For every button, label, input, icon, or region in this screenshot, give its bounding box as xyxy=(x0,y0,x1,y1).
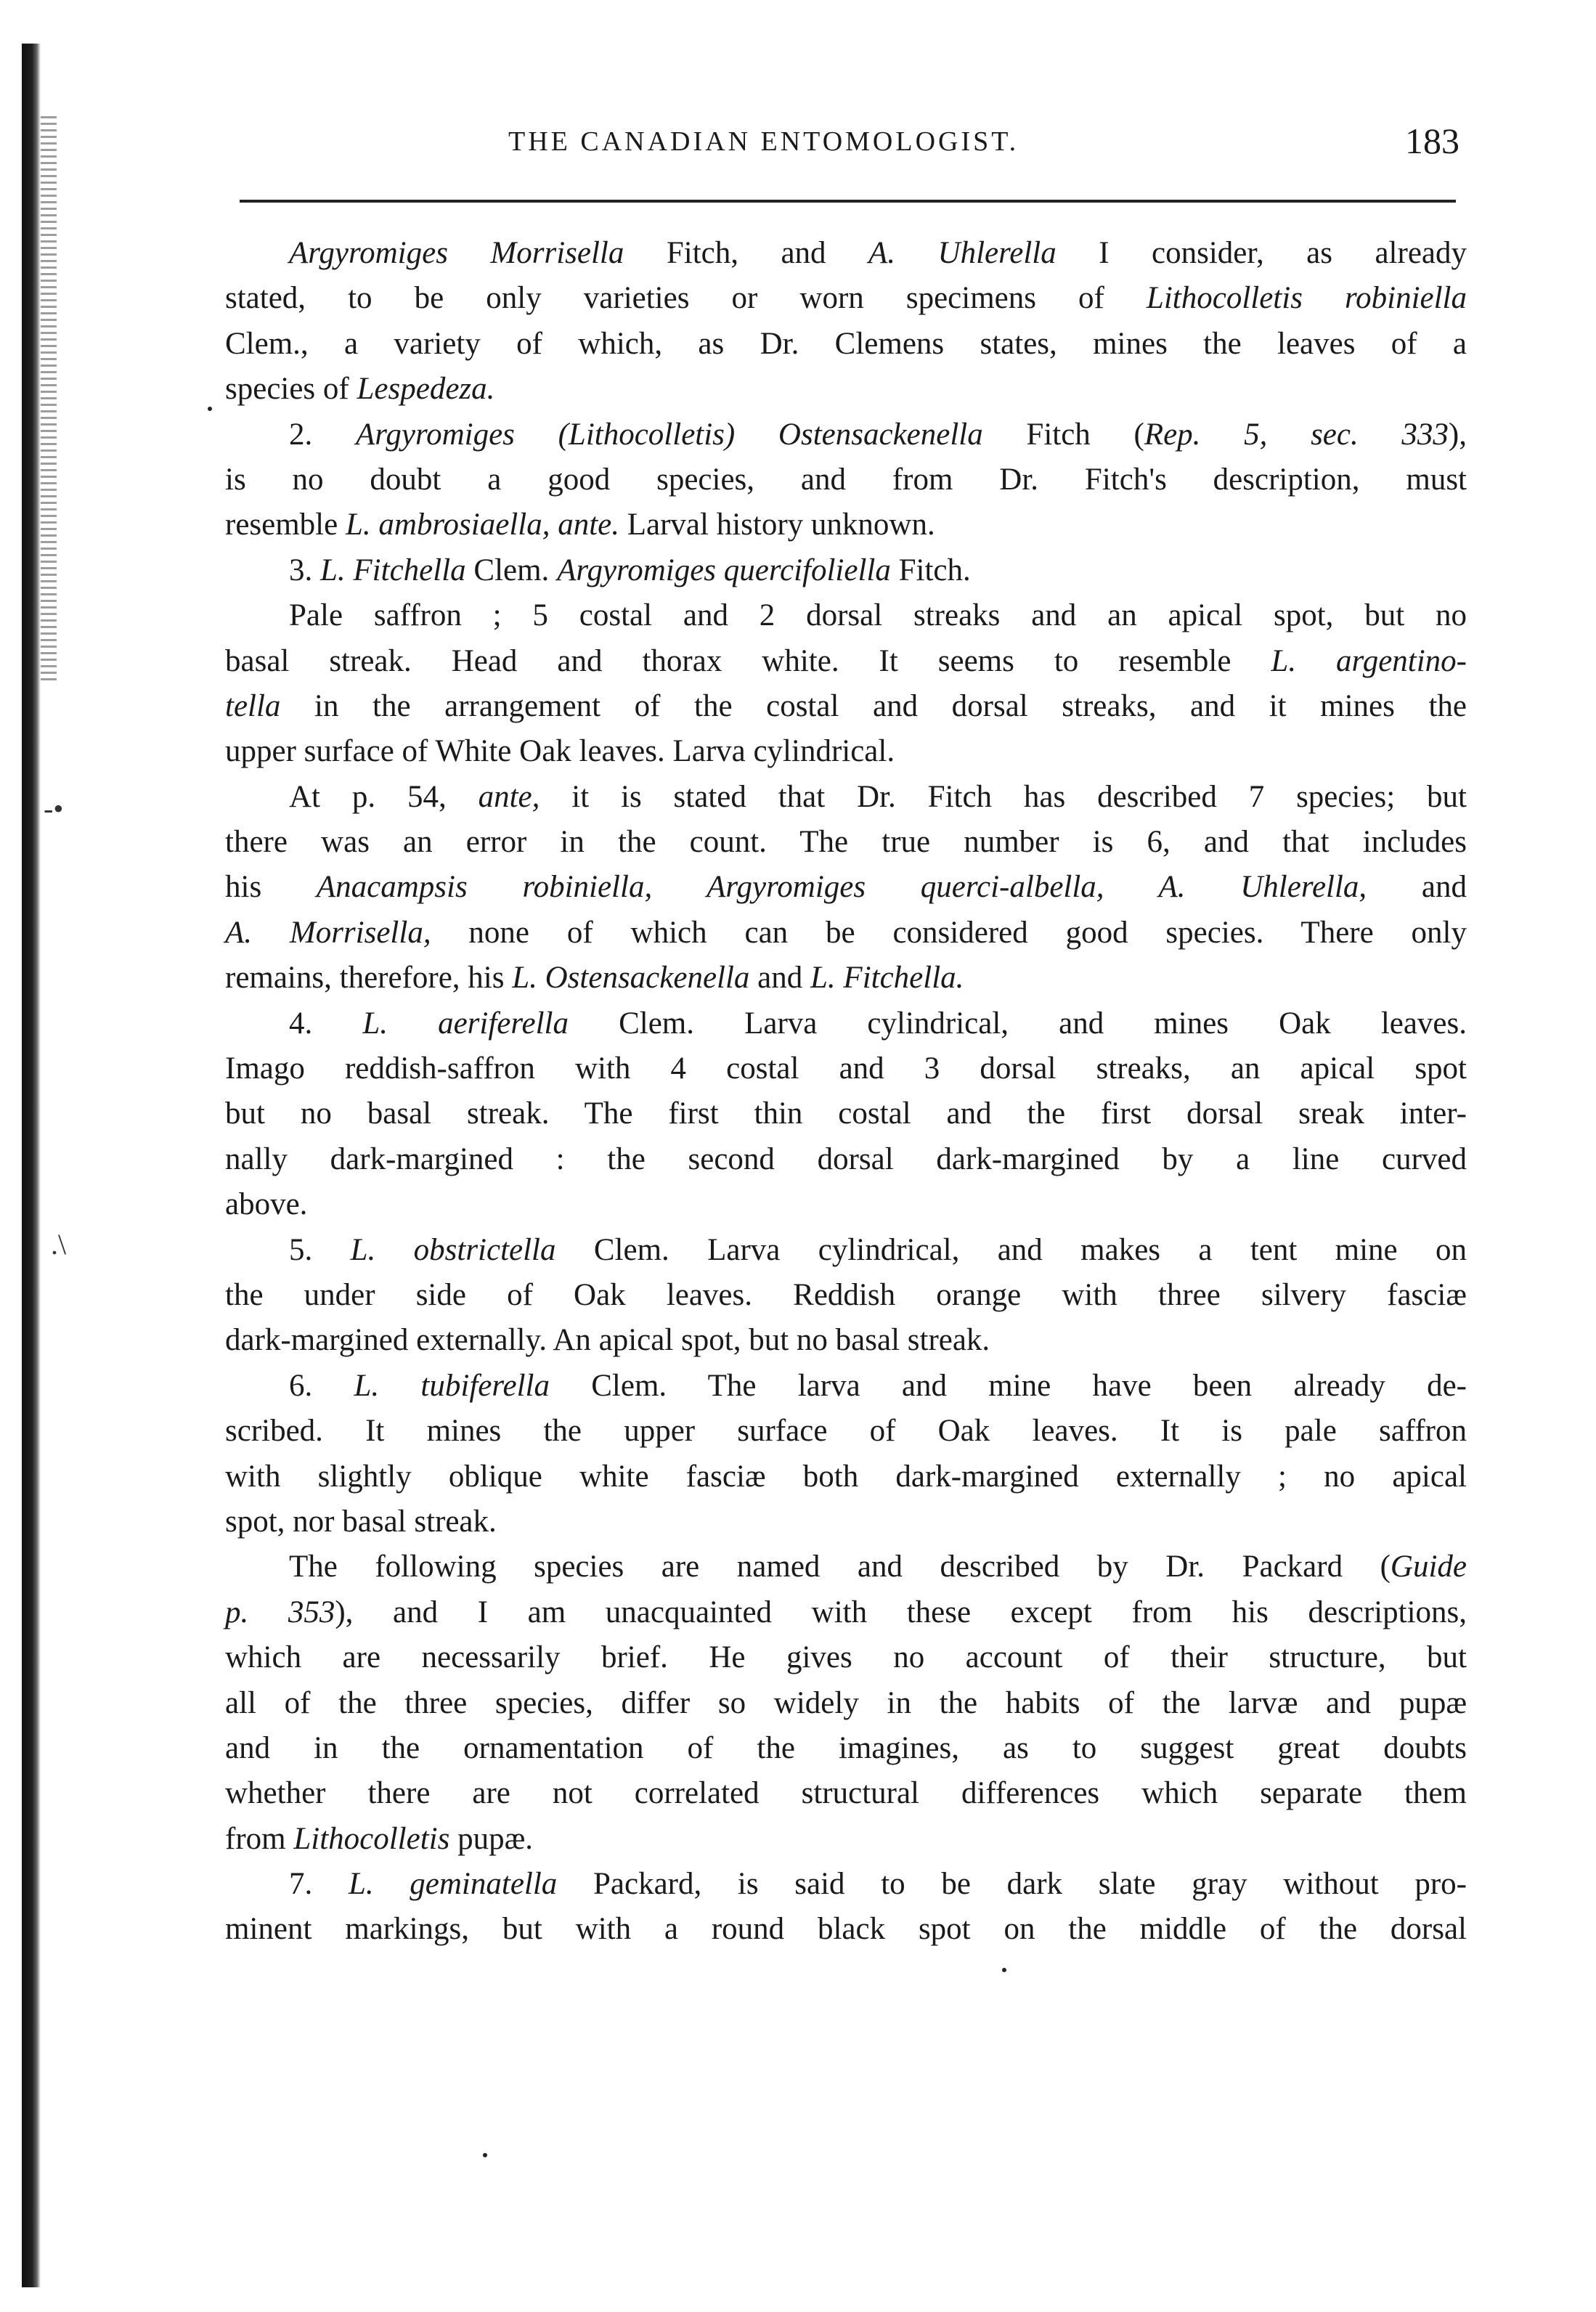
text-line xyxy=(225,548,1467,593)
text-segment: from xyxy=(225,1821,294,1856)
species-name: Argyromiges (Lithocolletis) Ostensackenella xyxy=(355,417,983,452)
text-segment: Fitch ( xyxy=(982,417,1144,452)
text-line xyxy=(225,1364,1467,1409)
text-segment: there was an error in the count. The true number is 6, and that includes xyxy=(225,825,1467,860)
text-segment: resemble xyxy=(225,508,346,542)
species-name: A. Uhlerella xyxy=(868,236,1056,270)
text-segment: Clem. xyxy=(465,553,558,587)
text-segment: species of xyxy=(225,372,357,407)
text-line xyxy=(225,412,1467,457)
species-name: Argyromiges quercifoliella xyxy=(557,553,891,587)
text-line xyxy=(225,956,1467,1001)
text-segment: Fitch, and xyxy=(624,236,869,270)
text-segment: Clem. The larva and mine have been already de- xyxy=(549,1368,1467,1403)
text-segment: Clem. Larva cylindrical, and mines Oak leaves. xyxy=(569,1006,1467,1041)
text-line xyxy=(225,911,1467,956)
text-segment: dark-margined externally. An apical spot, but no basal streak. xyxy=(225,1323,990,1358)
species-name: Anacampsis robiniella, Argyromiges querci-albella, A. Uhlerella, xyxy=(316,870,1367,905)
text-segment: which are necessarily brief. He gives no account of their structure, but xyxy=(225,1640,1467,1675)
text-segment: 2. xyxy=(289,417,356,452)
text-line xyxy=(225,502,1467,548)
body-text xyxy=(225,231,1467,1953)
text-line xyxy=(225,593,1467,638)
text-line xyxy=(225,1409,1467,1454)
text-line xyxy=(225,1635,1467,1680)
text-line xyxy=(225,1182,1467,1227)
species-name: Lithocolletis xyxy=(293,1821,450,1856)
text-line xyxy=(225,1454,1467,1499)
text-segment: his xyxy=(225,870,317,905)
text-line xyxy=(225,457,1467,502)
text-line xyxy=(225,1228,1467,1273)
text-segment: scribed. It mines the upper surface of Oak leaves. It is pale saffron xyxy=(225,1414,1467,1449)
text-line xyxy=(225,231,1467,276)
text-segment: ), and I am unacquainted with these except from his descriptions, xyxy=(335,1595,1467,1629)
text-line xyxy=(225,1499,1467,1544)
margin-mark: .\ xyxy=(51,1228,67,1261)
text-segment: above. xyxy=(225,1187,308,1222)
species-name: L. tubiferella xyxy=(354,1368,550,1403)
species-name: L. geminatella xyxy=(348,1867,558,1902)
species-name: p. 353 xyxy=(225,1595,335,1629)
text-line xyxy=(225,1907,1467,1952)
text-line xyxy=(225,322,1467,367)
species-name: A. Morrisella, xyxy=(225,915,431,950)
text-segment: Clem., a variety of which, as Dr. Clemens states, mines the leaves of a xyxy=(225,326,1467,361)
text-segment: nally dark-margined : the second dorsal dark-margined by a line curved xyxy=(225,1141,1467,1176)
species-name: L. argentino- xyxy=(1271,643,1467,678)
species-name: L. aeriferella xyxy=(362,1006,569,1041)
text-segment: is no doubt a good species, and from Dr. Fitch's description, must xyxy=(225,462,1467,497)
text-segment: and in the ornamentation of the imagines, as to suggest great doubts xyxy=(225,1730,1467,1765)
species-name: L. Ostensackenella xyxy=(512,961,750,996)
page-edge-scuff xyxy=(41,116,57,683)
text-segment: upper surface of White Oak leaves. Larva cylindrical. xyxy=(225,734,895,769)
text-segment: stated, to be only varieties or worn specimens of xyxy=(225,281,1147,316)
text-segment: The following species are named and described by Dr. Packard ( xyxy=(289,1550,1391,1584)
text-segment: pupæ. xyxy=(449,1821,534,1856)
text-segment: it is stated that Dr. Fitch has described 7 species; but xyxy=(540,779,1467,814)
page-number: 183 xyxy=(1405,121,1459,161)
text-line xyxy=(225,1681,1467,1726)
species-name: Guide xyxy=(1390,1550,1467,1584)
text-line xyxy=(225,1273,1467,1318)
text-line xyxy=(225,729,1467,774)
text-segment: with slightly oblique white fasciæ both dark-margined externally ; no apical xyxy=(225,1459,1467,1494)
species-name: L. ambrosiaella, ante. xyxy=(345,508,620,542)
species-name: L. obstrictella xyxy=(350,1232,556,1267)
text-segment: Packard, is said to be dark slate gray without pro- xyxy=(557,1867,1467,1902)
species-name: L. Fitchella. xyxy=(810,961,964,996)
text-line xyxy=(225,1817,1467,1862)
text-line xyxy=(225,639,1467,684)
text-line xyxy=(225,684,1467,729)
text-segment: the under side of Oak leaves. Reddish orange with three silvery fasciæ xyxy=(225,1277,1467,1312)
text-segment: and xyxy=(1367,870,1467,905)
header-rule xyxy=(240,200,1456,203)
text-line xyxy=(225,1137,1467,1182)
margin-mark: -• xyxy=(44,792,64,825)
text-line xyxy=(225,1771,1467,1816)
text-segment: 5. xyxy=(289,1232,351,1267)
text-segment: none of which can be considered good species. There only xyxy=(431,915,1467,950)
text-segment: remains, therefore, his xyxy=(225,961,513,996)
text-segment: 6. xyxy=(289,1368,354,1403)
text-line xyxy=(225,1318,1467,1363)
text-line xyxy=(225,820,1467,865)
text-segment: 4. xyxy=(289,1006,363,1041)
text-segment: I consider, as already xyxy=(1056,236,1467,270)
text-line xyxy=(225,775,1467,820)
text-line xyxy=(225,1862,1467,1907)
species-name: Argyromiges Morrisella xyxy=(289,236,624,270)
text-line xyxy=(225,865,1467,910)
species-name: L. Fitchella xyxy=(320,553,466,587)
text-segment: Clem. Larva cylindrical, and makes a tent mine on xyxy=(555,1232,1467,1267)
text-segment: Fitch. xyxy=(890,553,971,587)
text-line xyxy=(225,1544,1467,1590)
text-segment: but no basal streak. The first thin costal and the first dorsal sreak inter- xyxy=(225,1096,1467,1131)
page-binding-edge xyxy=(22,44,41,2287)
species-name: ante, xyxy=(478,779,540,814)
species-name: Rep. 5, sec. 333 xyxy=(1144,417,1449,452)
text-line xyxy=(225,367,1467,412)
text-segment: At p. 54, xyxy=(289,779,479,814)
text-line xyxy=(225,1726,1467,1771)
text-segment: and xyxy=(749,961,811,996)
text-segment: all of the three species, differ so widely in the habits of the larvæ and pupæ xyxy=(225,1685,1467,1720)
text-segment: 3. xyxy=(289,553,320,587)
text-segment: whether there are not correlated structural differences which separate them xyxy=(225,1776,1467,1811)
text-segment: Imago reddish-saffron with 4 costal and 3 dorsal streaks, an apical spot xyxy=(225,1051,1467,1086)
text-line xyxy=(225,1046,1467,1091)
text-segment: ), xyxy=(1448,417,1467,452)
text-line xyxy=(225,1590,1467,1635)
page-header xyxy=(232,120,1459,171)
text-segment: minent markings, but with a round black spot on the middle of the dorsal xyxy=(225,1912,1467,1947)
text-segment: Larval history unknown. xyxy=(619,508,935,542)
text-segment: Pale saffron ; 5 costal and 2 dorsal streaks and an apical spot, but no xyxy=(289,598,1467,633)
text-segment: spot, nor basal streak. xyxy=(225,1504,497,1539)
species-name: tella xyxy=(225,688,281,723)
species-name: Lithocolletis robiniella xyxy=(1146,281,1467,316)
text-line xyxy=(225,276,1467,321)
running-title: THE CANADIAN ENTOMOLOGIST. xyxy=(508,126,1019,157)
stray-mark xyxy=(208,407,212,411)
text-segment: basal streak. Head and thorax white. It seems to resemble xyxy=(225,643,1271,678)
text-line xyxy=(225,1091,1467,1136)
text-line xyxy=(225,1001,1467,1046)
text-segment: in the arrangement of the costal and dorsal streaks, and it mines the xyxy=(280,688,1467,723)
text-segment: 7. xyxy=(289,1867,349,1902)
stray-mark xyxy=(1002,1968,1006,1972)
stray-mark xyxy=(483,2153,487,2157)
species-name: Lespedeza. xyxy=(357,372,495,407)
